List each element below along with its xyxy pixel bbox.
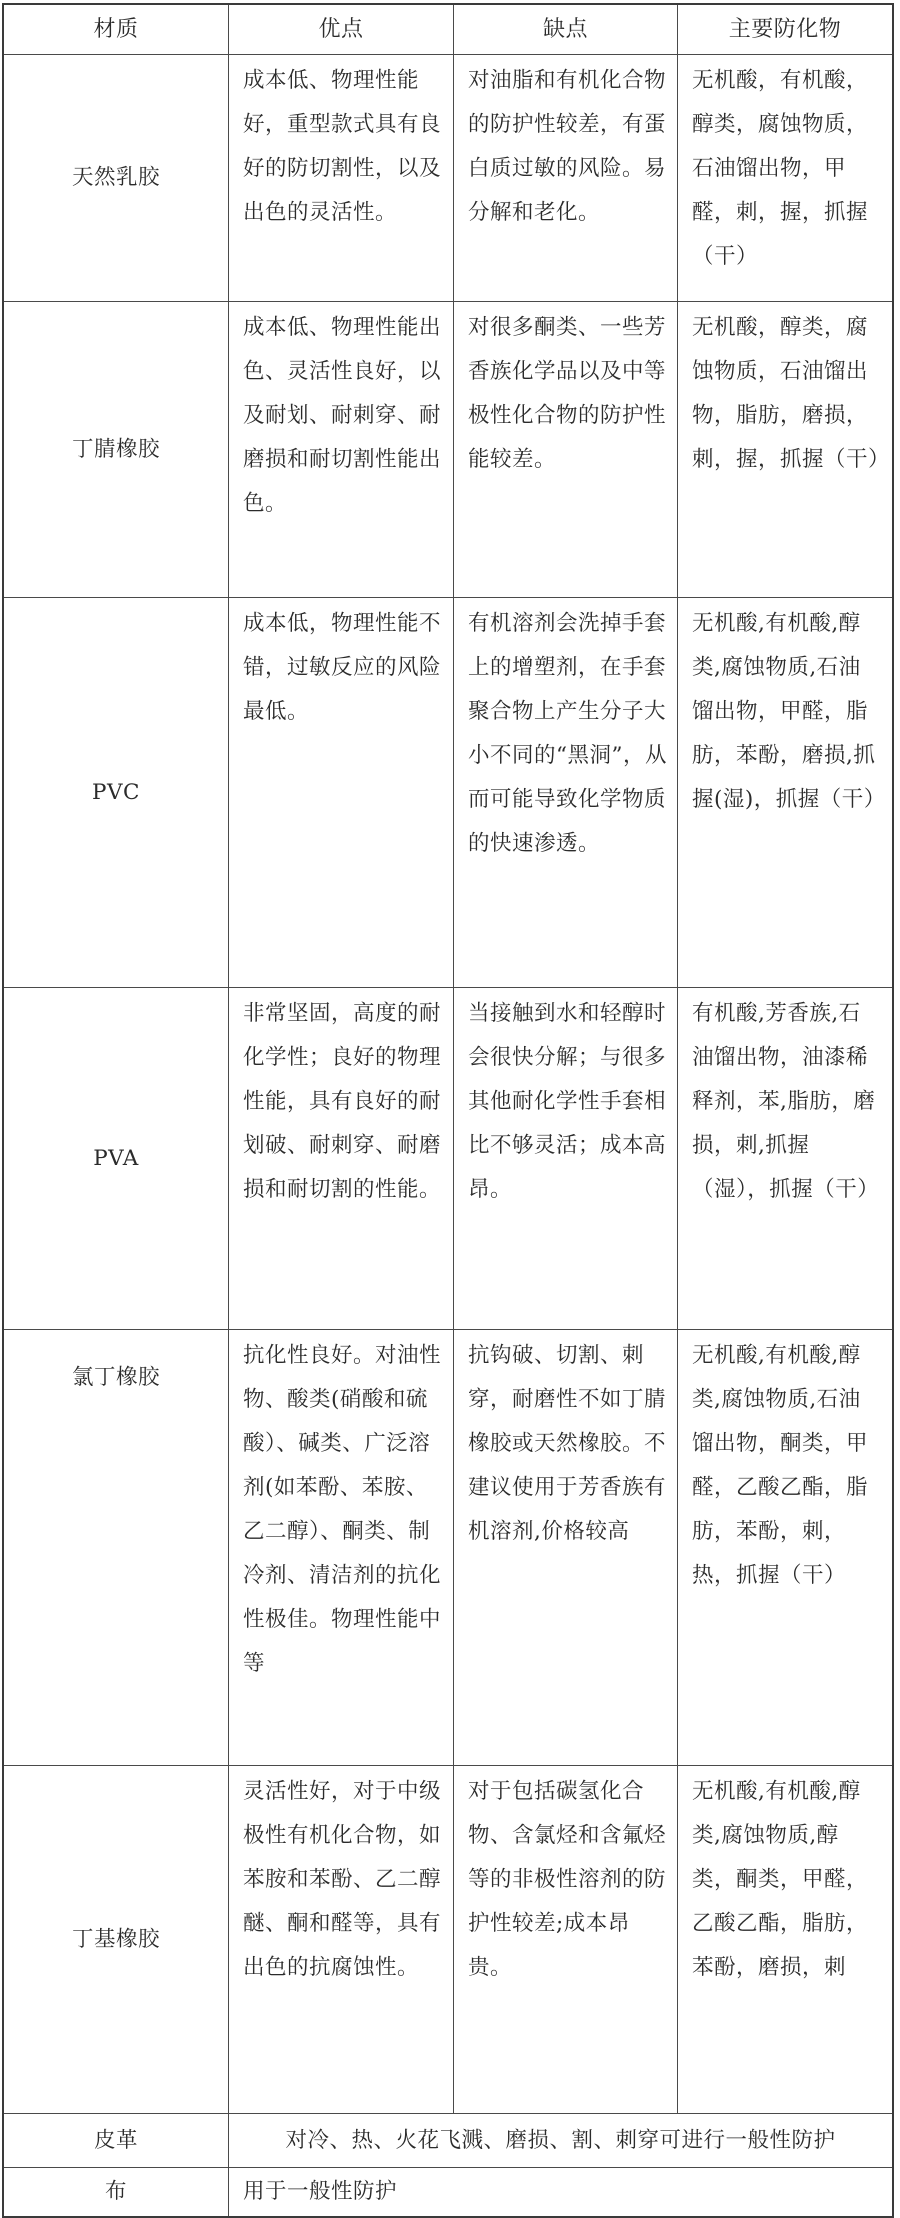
pros-text: 抗化性良好。对油性物、酸类(硝酸和硫酸）、碱类、广泛溶剂(如苯酚、苯胺、乙二醇）、酮类、制冷剂、清洁剂的抗化性极佳。物理性能中等 xyxy=(229,1330,454,1765)
header-cons: 缺点 xyxy=(454,5,678,54)
table-row xyxy=(4,1330,892,1766)
table-row xyxy=(4,55,892,302)
material-name: PVC xyxy=(4,598,229,987)
table-row xyxy=(4,988,892,1330)
table-row xyxy=(4,1766,892,2114)
cons-text: 抗钩破、切割、刺穿，耐磨性不如丁腈橡胶或天然橡胶。不建议使用于芳香族有机溶剂,价格较高 xyxy=(454,1330,678,1765)
cons-text: 对于包括碳氢化合物、含氯烃和含氟烃等的非极性溶剂的防护性较差;成本昂贵。 xyxy=(454,1766,678,2113)
header-chemicals: 主要防化物 xyxy=(728,16,842,42)
material-name: 皮革 xyxy=(4,2114,229,2167)
cons-text: 对很多酮类、一些芳香族化学品以及中等极性化合物的防护性能较差。 xyxy=(454,302,678,597)
material-name: 丁基橡胶 xyxy=(4,1766,229,2113)
chemicals-text: 无机酸，醇类，腐蚀物质，石油馏出物，脂肪，磨损，刺，握，抓握（干） xyxy=(692,315,891,472)
chemicals-text: 无机酸，有机酸，醇类，腐蚀物质，石油馏出物，甲醛，刺，握，抓握（干） xyxy=(692,68,869,269)
header-material: 材质 xyxy=(4,5,229,54)
table-row xyxy=(4,2168,892,2216)
cons-text: 对油脂和有机化合物的防护性较差，有蛋白质过敏的风险。易分解和老化。 xyxy=(454,55,678,301)
pros-text: 成本低、物理性能出色、灵活性良好，以及耐划、耐刺穿、耐磨损和耐切割性能出色。 xyxy=(229,302,454,597)
material-name: PVA xyxy=(4,988,229,1329)
chemicals-text: 无机酸,有机酸,醇类,腐蚀物质,石油馏出物，酮类，甲醛，乙酸乙酯，脂肪，苯酚，刺，热，抓握（干） xyxy=(692,1343,869,1588)
table-row xyxy=(4,302,892,598)
pros-text: 成本低，物理性能不错，过敏反应的风险最低。 xyxy=(229,598,454,987)
pros-text: 灵活性好，对于中级极性有机化合物，如苯胺和苯酚、乙二醇醚、酮和醛等，具有出色的抗腐蚀性。 xyxy=(229,1766,454,2113)
table-row xyxy=(4,598,892,988)
material-name: 丁腈橡胶 xyxy=(4,302,229,597)
pros-text: 非常坚固，高度的耐化学性；良好的物理性能，具有良好的耐划破、耐刺穿、耐磨损和耐切割的性能。 xyxy=(229,988,454,1329)
cons-text: 当接触到水和轻醇时会很快分解；与很多其他耐化学性手套相比不够灵活；成本高昂。 xyxy=(454,988,678,1329)
cons-text: 有机溶剂会洗掉手套上的增塑剂，在手套聚合物上产生分子大小不同的“黑洞”，从而可能导致化学物质的快速渗透。 xyxy=(454,598,678,987)
material-name: 布 xyxy=(4,2168,229,2216)
description-text: 对冷、热、火花飞溅、磨损、割、刺穿可进行一般性防护 xyxy=(285,2127,836,2153)
chemicals-text: 无机酸,有机酸,醇类,腐蚀物质,石油馏出物，甲醛，脂肪，苯酚，磨损,抓握(湿)，抓握（干） xyxy=(692,611,886,812)
material-name: 天然乳胶 xyxy=(4,55,229,301)
materials-table xyxy=(2,3,894,2218)
header-pros: 优点 xyxy=(229,5,454,54)
chemicals-text: 无机酸,有机酸,醇类,腐蚀物质,醇类，酮类，甲醛，乙酸乙酯，脂肪，苯酚，磨损，刺 xyxy=(692,1779,869,1980)
table-row xyxy=(4,2114,892,2168)
material-name: 氯丁橡胶 xyxy=(4,1330,229,1765)
table-header-row xyxy=(4,5,892,55)
chemicals-text: 有机酸,芳香族,石油馏出物，油漆稀释剂，苯,脂肪，磨损，刺,抓握（湿），抓握（干） xyxy=(692,1001,880,1202)
pros-text: 成本低、物理性能好，重型款式具有良好的防切割性，以及出色的灵活性。 xyxy=(229,55,454,301)
description-text: 用于一般性防护 xyxy=(243,2179,398,2204)
